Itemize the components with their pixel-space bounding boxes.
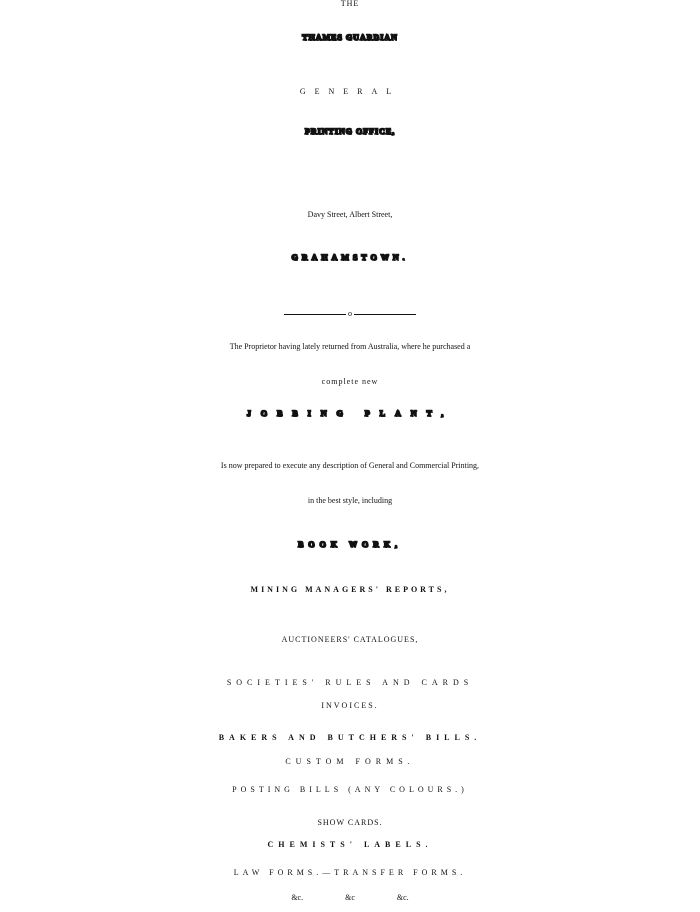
custom-forms: CUSTOM FORMS. [285,757,415,766]
invoices: INVOICES. [321,701,379,710]
proprietor-text: The Proprietor having lately returned from Australia, where he purchased a [229,342,471,351]
best-style-text: in the best style, including [307,496,393,505]
show-cards: SHOW CARDS. [317,818,383,827]
chemists-labels: CHEMISTS' LABELS. [267,840,433,849]
now-prepared-text: Is now prepared to execute any description of General and Commercial Printing, [220,461,480,470]
auctioneers-catalogues: AUCTIONEERS' CATALOGUES, [281,635,419,644]
heading-printing-office: PRINTING OFFICE, [304,127,396,136]
ornamental-divider [0,310,700,318]
complete-new-text: complete new [321,377,379,386]
heading-the: THE [340,0,360,8]
street-address: Davy Street, Albert Street, [307,210,393,219]
newspaper-name: THAMES GUARDIAN [302,33,398,42]
law-forms: LAW FORMS.—TRANSFER FORMS. [233,868,467,877]
divider-mark: o [348,309,352,319]
posting-bills: POSTING BILLS (ANY COLOURS.) [232,785,468,794]
divider-rule-right [354,314,416,315]
divider-rule-left [284,314,346,315]
mining-reports-heading: MINING MANAGERS' REPORTS, [250,585,450,594]
bakers-bills: BAKERS AND BUTCHERS' BILLS. [218,733,482,742]
heading-general: GENERAL [299,87,401,96]
town-name: GRAHAMSTOWN. [291,253,409,262]
book-work-heading: BOOK WORK, [297,540,403,549]
etc-line: &c. &c &c. [291,893,409,902]
societies-rules: SOCIETIES' RULES AND CARDS [226,678,474,687]
jobbing-plant-heading: JOBBING PLANT, [246,409,454,418]
